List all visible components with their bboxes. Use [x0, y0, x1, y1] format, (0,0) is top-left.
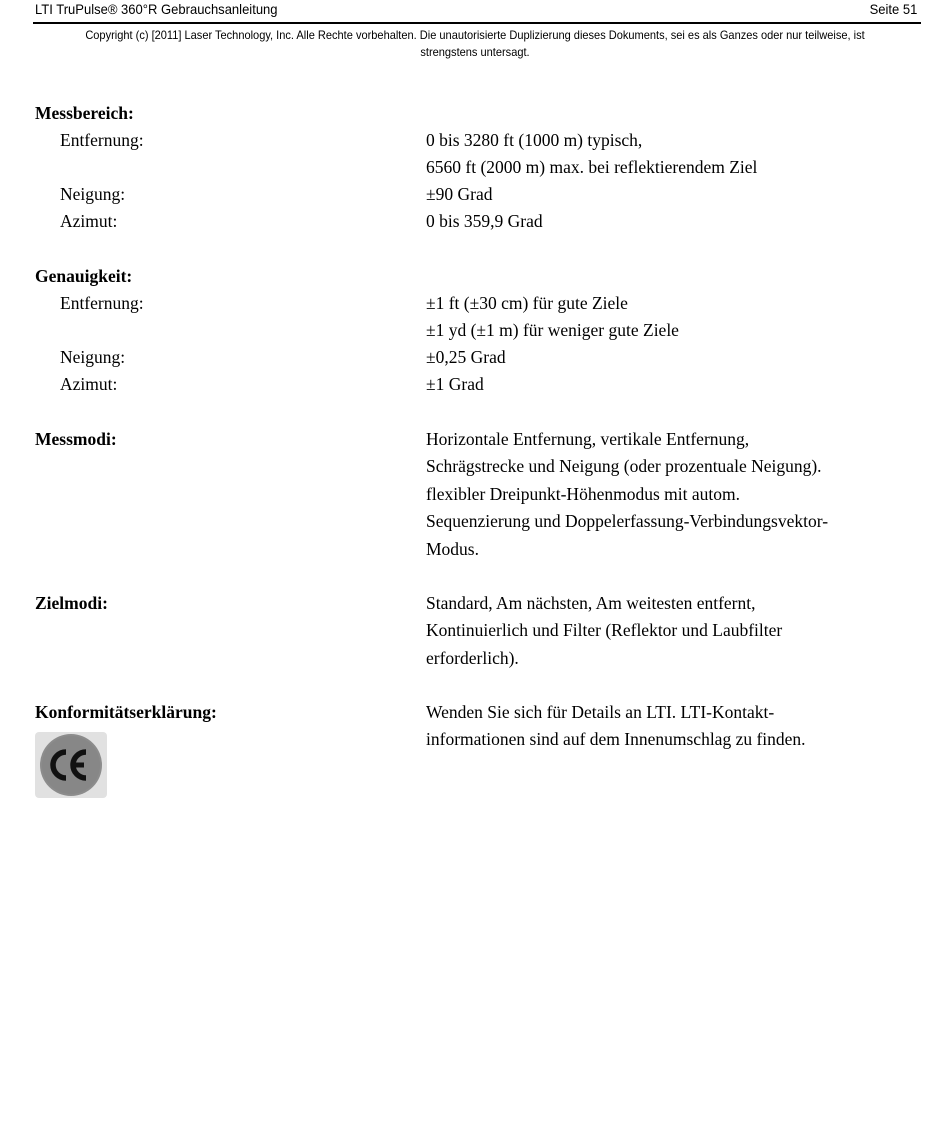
messmodi-heading: Messmodi: [35, 429, 117, 449]
messbereich-entfernung-label: Entfernung: [60, 130, 144, 150]
zielmodi-heading: Zielmodi: [35, 593, 108, 613]
zielmodi-line: Standard, Am nächsten, Am weitesten entfernt, [426, 593, 756, 613]
messmodi-line: Sequenzierung und Doppelerfassung-Verbindungsvektor- [426, 511, 829, 531]
konformitaet-line: Wenden Sie sich für Details an LTI. LTI-Kontakt- [426, 702, 775, 722]
messmodi-line: flexibler Dreipunkt-Höhenmodus mit autom. [426, 484, 740, 504]
genauigkeit-entfernung-value: ±1 ft (±30 cm) für gute Ziele [426, 293, 628, 313]
zielmodi-line: erforderlich). [426, 648, 519, 668]
genauigkeit-entfernung-value-poor: ±1 yd (±1 m) für weniger gute Ziele [426, 320, 679, 340]
messbereich-neigung-label: Neigung: [60, 184, 126, 204]
messbereich-azimut-value: 0 bis 359,9 Grad [426, 211, 543, 231]
messbereich-entfernung-value: 0 bis 3280 ft (1000 m) typisch, [426, 130, 643, 150]
konformitaet-line: informationen sind auf dem Innenumschlag zu finden. [426, 729, 806, 749]
genauigkeit-neigung-value: ±0,25 Grad [426, 347, 506, 367]
document-title: LTI TruPulse® 360°R Gebrauchsanleitung [35, 1, 278, 17]
konformitaet-heading: Konformitätserklärung: [35, 702, 217, 722]
messbereich-azimut-label: Azimut: [60, 211, 118, 231]
page-number: Seite 51 [869, 1, 917, 17]
copyright-notice: Copyright (c) [2011] Laser Technology, Inc. Alle Rechte vorbehalten. Die unautorisierte Duplizierung dieses Dokuments, sei es als Ganzes oder nur teilweise, ist strengstens untersagt. [85, 28, 865, 59]
messbereich-heading: Messbereich: [35, 103, 134, 123]
messbereich-neigung-value: ±90 Grad [426, 184, 493, 204]
genauigkeit-azimut-label: Azimut: [60, 374, 118, 394]
messmodi-line: Modus. [426, 539, 479, 559]
header-divider [33, 22, 921, 24]
messmodi-line: Horizontale Entfernung, vertikale Entfernung, [426, 429, 750, 449]
genauigkeit-entfernung-label: Entfernung: [60, 293, 144, 313]
ce-mark-icon [35, 732, 107, 798]
ce-mark-logo [35, 732, 107, 798]
genauigkeit-heading: Genauigkeit: [35, 266, 133, 286]
genauigkeit-neigung-label: Neigung: [60, 347, 126, 367]
zielmodi-line: Kontinuierlich und Filter (Reflektor und Laubfilter [426, 620, 783, 640]
genauigkeit-azimut-value: ±1 Grad [426, 374, 484, 394]
messbereich-entfernung-value-max: 6560 ft (2000 m) max. bei reflektierendem Ziel [426, 157, 758, 177]
messmodi-line: Schrägstrecke und Neigung (oder prozentuale Neigung). [426, 456, 822, 476]
